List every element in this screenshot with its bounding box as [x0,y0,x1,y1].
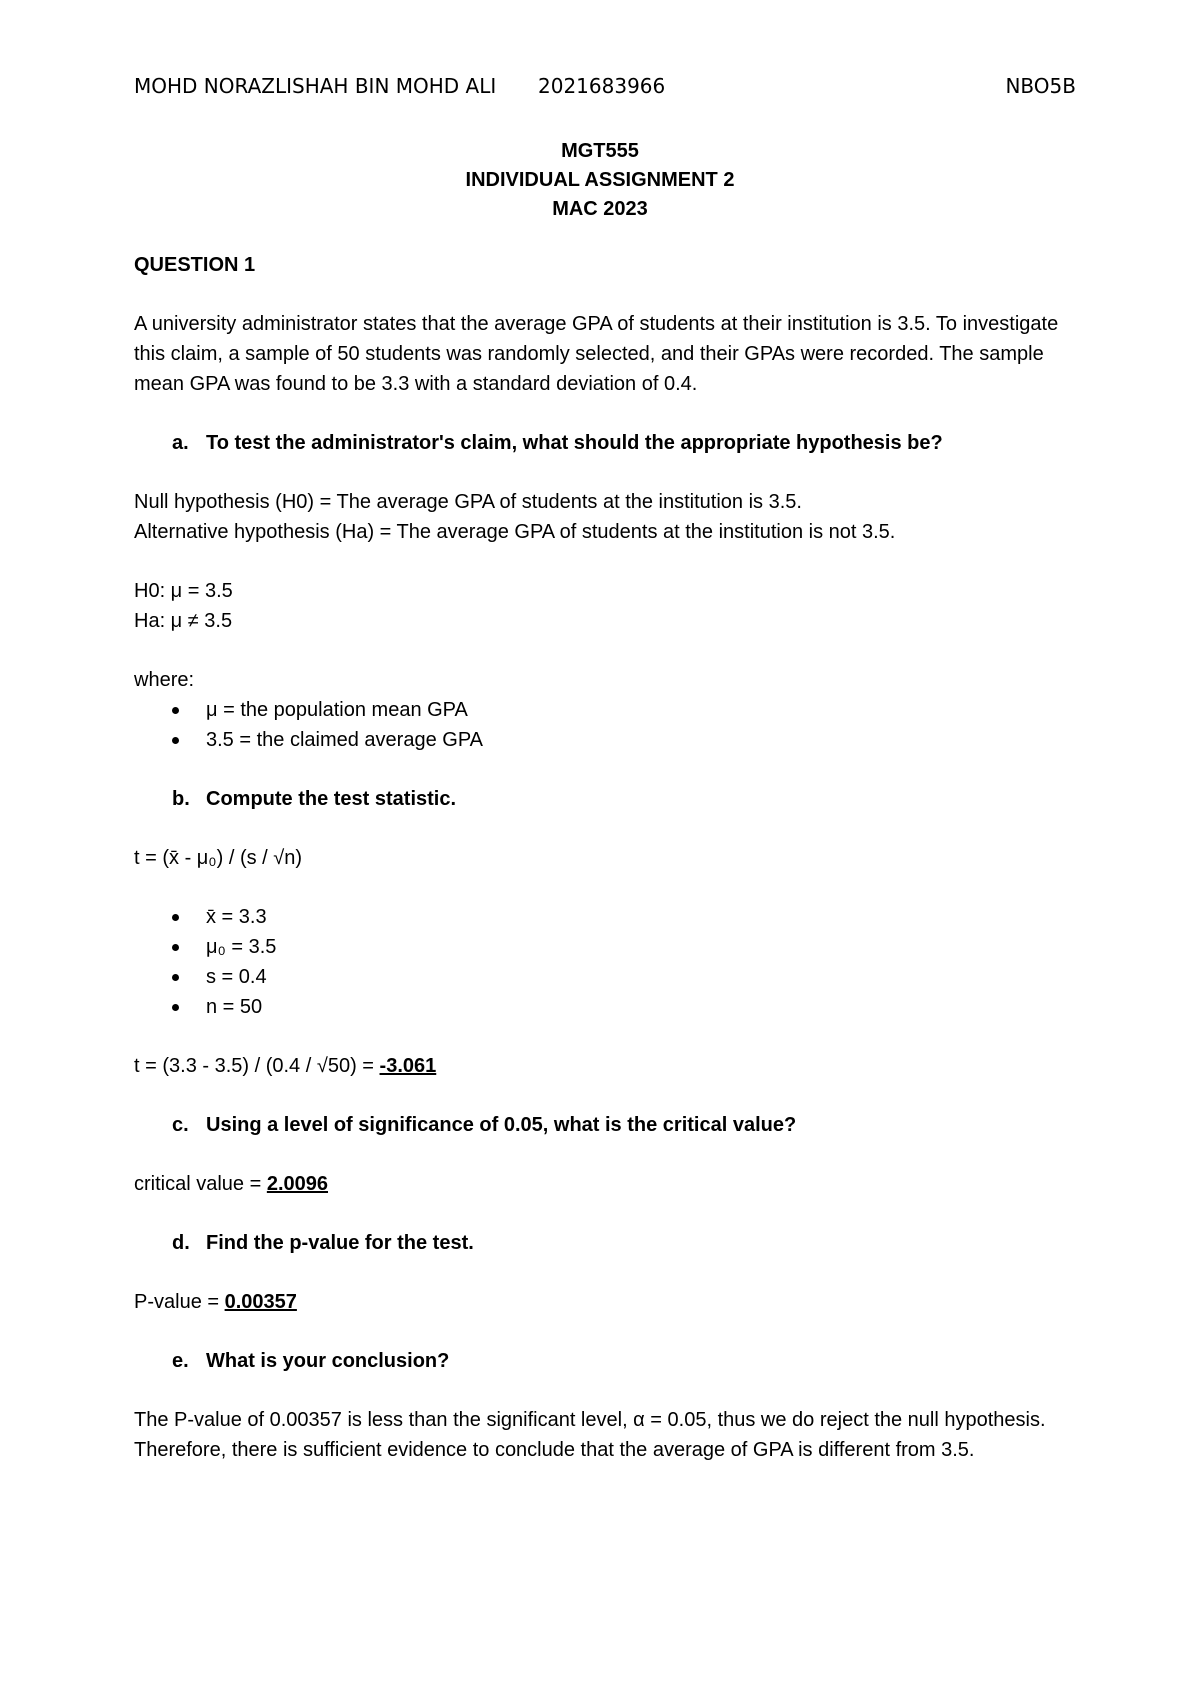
h0-formula: H0: μ = 3.5 [134,580,233,602]
sub-question-e [134,1346,1076,1376]
question-intro: A university administrator states that the average GPA of students at their institution is 3.5. To investigate this claim, a sample of 50 students was randomly selected, and their GPAs were recorded. The sample mean GPA was found to be 3.3 with a standard deviation of 0.4. [134,313,1059,395]
course-code: MGT555 [561,140,639,162]
bullet-icon [172,914,179,921]
sub-question-letter: a. [172,432,189,454]
sub-question-letter: b. [172,788,190,810]
definitions-list [134,695,1076,755]
sub-question-a [134,428,1076,458]
ha-formula: Ha: μ ≠ 3.5 [134,610,233,632]
session-label: MAC 2023 [552,198,648,220]
sub-question-text: Using a level of significance of 0.05, what is the critical value? [206,1114,797,1136]
test-statistic-calculation: t = (3.3 - 3.5) / (0.4 / √50) = -3.061 [134,1055,437,1077]
bullet-icon [172,737,179,744]
sub-question-c [134,1110,1076,1140]
sub-question-d [134,1228,1076,1258]
list-item: 3.5 = the claimed average GPA [134,725,1076,755]
sub-question-text: To test the administrator's claim, what should the appropriate hypothesis be? [206,432,943,454]
bullet-icon [172,707,179,714]
sub-question-letter: e. [172,1350,189,1372]
sub-question-b [134,784,1076,814]
where-label: where: [134,669,195,691]
assignment-title: INDIVIDUAL ASSIGNMENT 2 [465,169,735,191]
conclusion-text: The P-value of 0.00357 is less than the significant level, α = 0.05, thus we do reject the null hypothesis. Therefore, there is sufficient evidence to conclude that the average of GPA is different from 3.5. [134,1409,1046,1461]
document-content [134,250,1076,1465]
bullet-icon [172,1004,179,1011]
question-title: QUESTION 1 [134,254,256,276]
sub-question-letter: c. [172,1114,189,1136]
critical-value-result: 2.0096 [266,1173,329,1195]
bullet-icon [172,944,179,951]
title-block [0,137,1200,224]
null-hypothesis-statement: Null hypothesis (H0) = The average GPA of students at the institution is 3.5. [134,491,802,513]
student-id: 2021683966 [538,74,666,98]
values-list [134,902,1076,1022]
sub-question-text: What is your conclusion? [206,1350,450,1372]
critical-value-answer: critical value = 2.0096 [134,1173,329,1195]
p-value-answer: P-value = 0.00357 [134,1291,297,1313]
test-statistic-formula: t = (x̄ - μ₀) / (s / √n) [134,847,303,869]
list-item: μ₀ = 3.5 [134,932,1076,962]
sub-question-text: Compute the test statistic. [206,788,457,810]
bullet-icon [172,974,179,981]
student-group: NBO5B [1005,74,1076,98]
p-value-result: 0.00357 [224,1291,297,1313]
list-item: x̄ = 3.3 [134,902,1076,932]
student-name: MOHD NORAZLISHAH BIN MOHD ALI [134,74,497,98]
list-item: μ = the population mean GPA [134,695,1076,725]
page-header [134,74,1076,104]
list-item: s = 0.4 [134,962,1076,992]
list-item: n = 50 [134,992,1076,1022]
test-statistic-result: -3.061 [379,1055,437,1077]
sub-question-letter: d. [172,1232,190,1254]
sub-question-text: Find the p-value for the test. [206,1232,474,1254]
alt-hypothesis-statement: Alternative hypothesis (Ha) = The average GPA of students at the institution is not 3.5. [134,521,896,543]
